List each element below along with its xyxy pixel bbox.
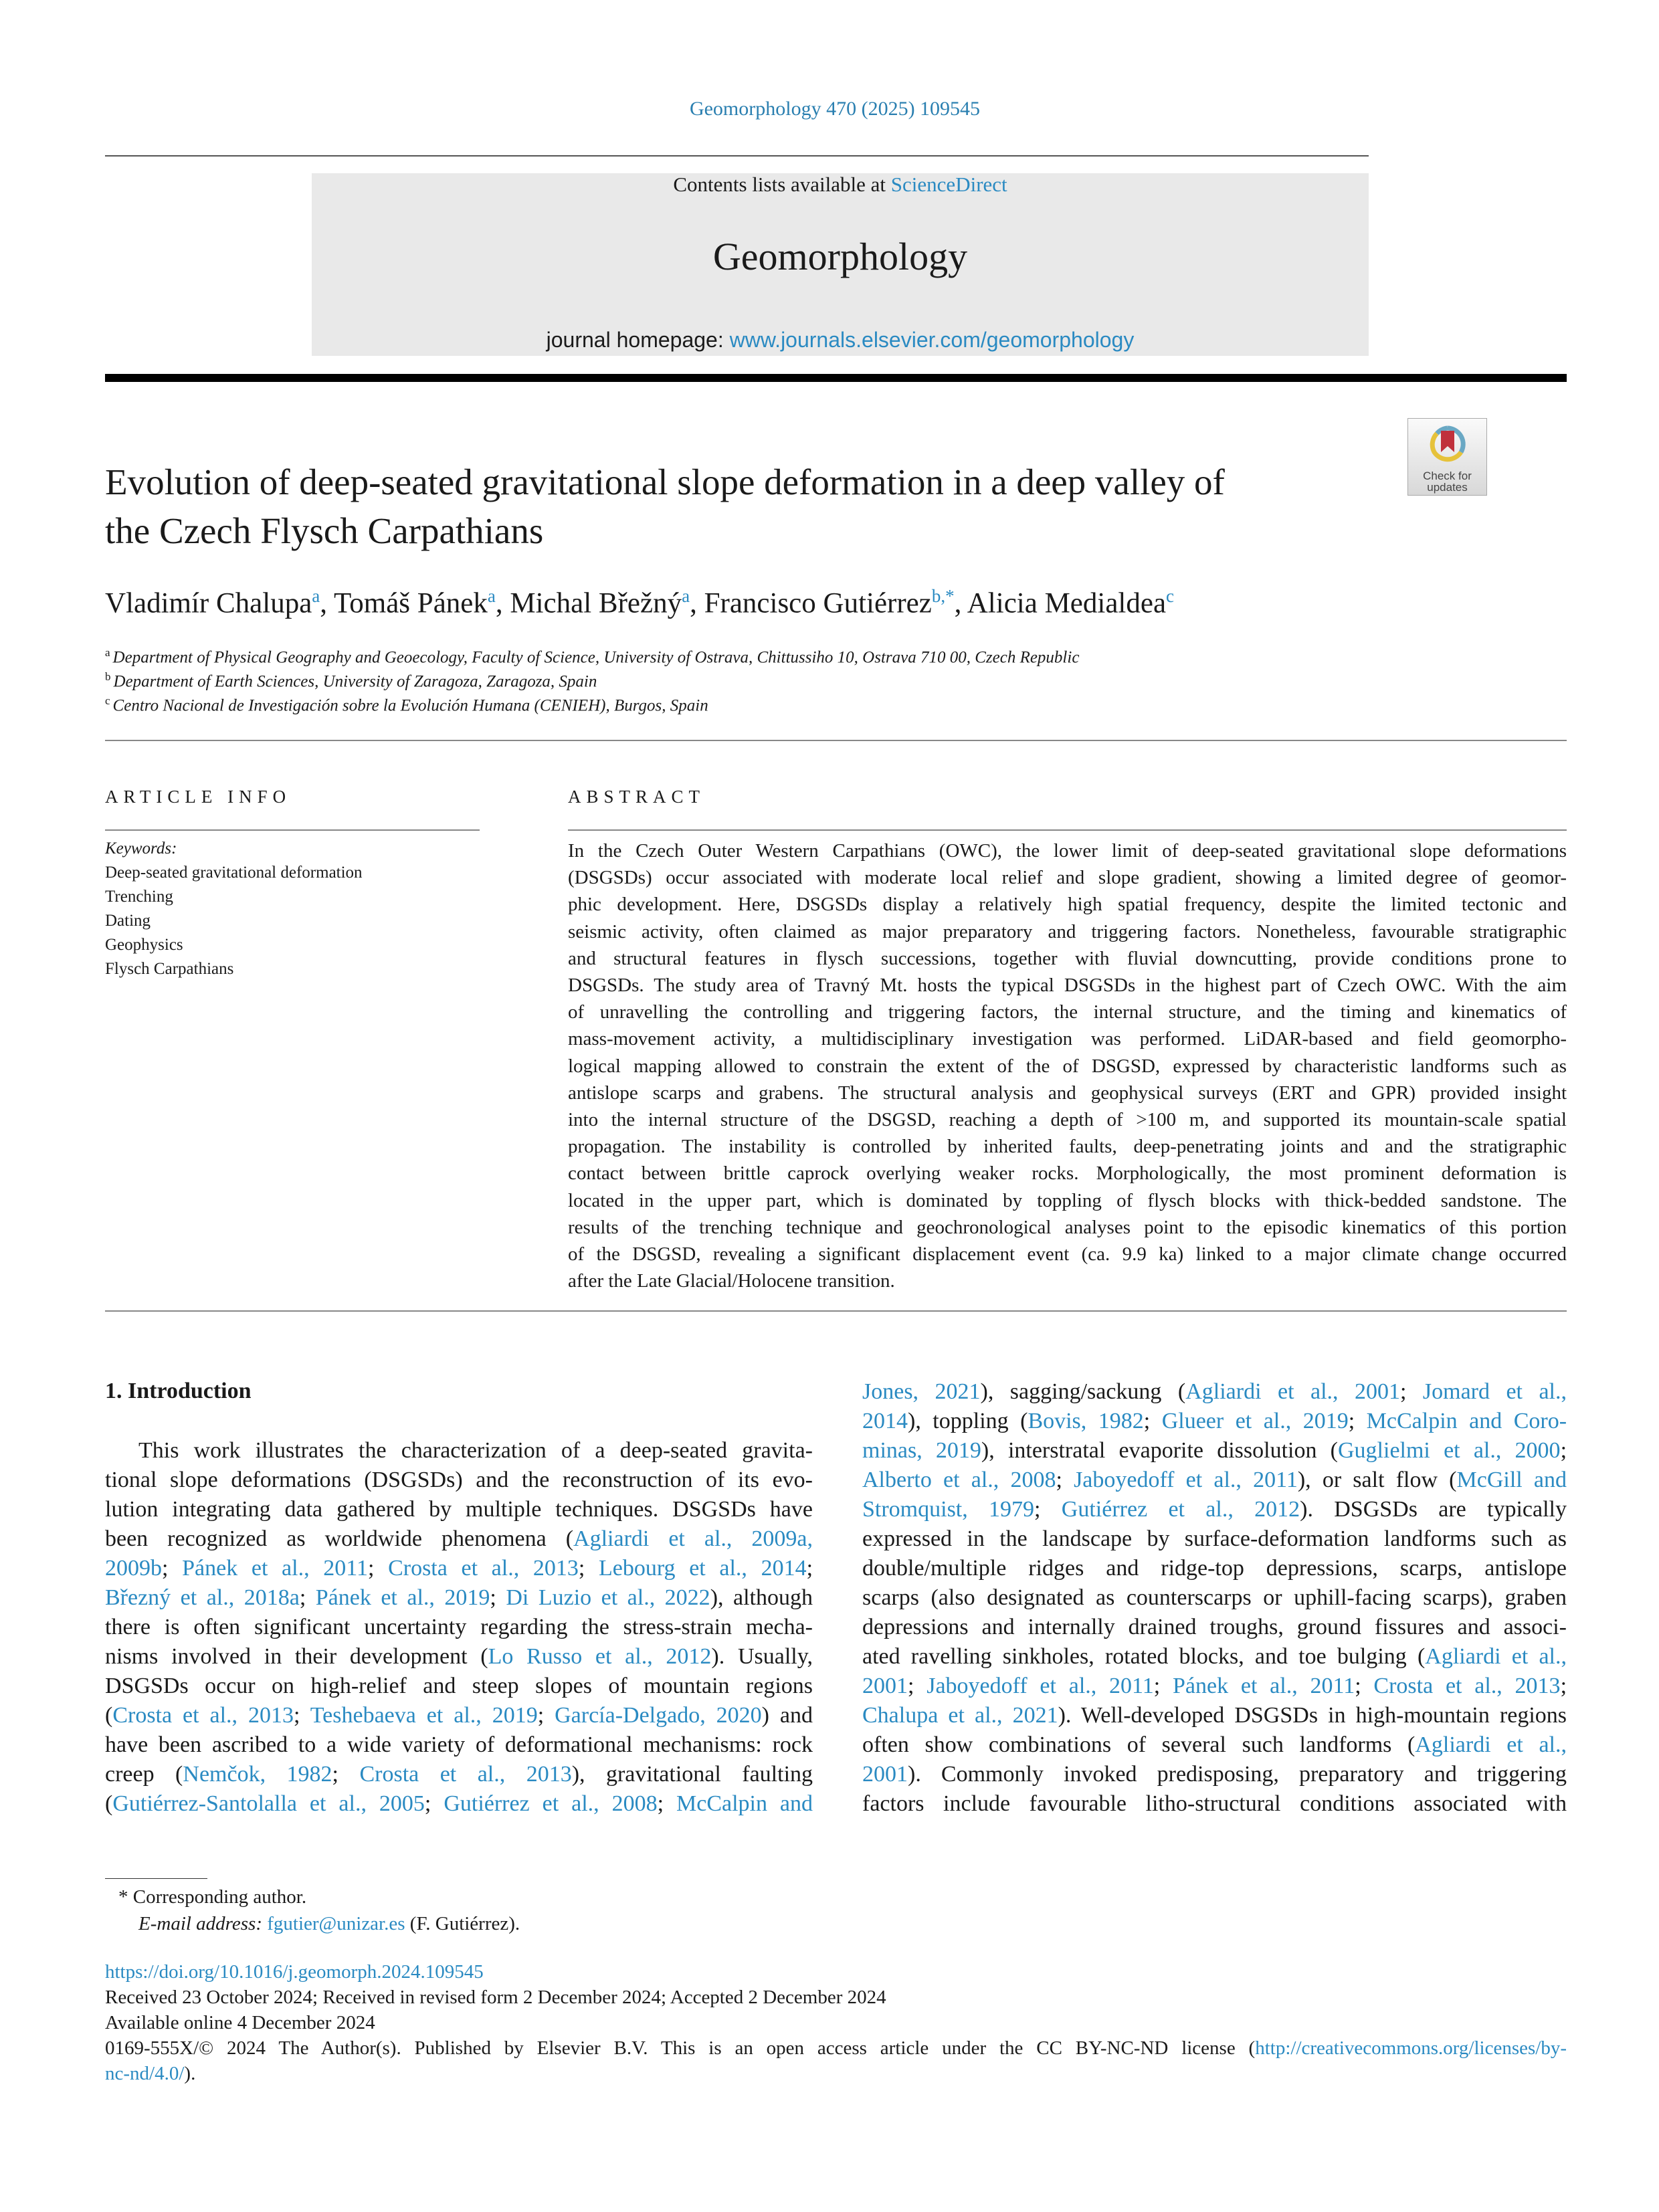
text-run: ; [1560,1438,1567,1463]
citation-link[interactable]: minas, 2019 [862,1438,981,1463]
affiliation-link[interactable]: b,* [931,586,955,606]
text-run: ; [1153,1674,1173,1698]
text-line [568,867,1567,889]
separator: , [495,587,510,619]
section-rule [105,1310,1567,1312]
citation-link[interactable]: Glueer et al., 2019 [1161,1409,1349,1433]
text-line [105,2063,1567,2085]
text-run: factors include favourable litho-structural conditions associated with [862,1791,1567,1816]
text-run: DSGSDs occur on high-relief and steep slopes of mountain regions [105,1674,813,1698]
text-run: tional slope deformations (DSGSDs) and the reconstruction of its evo- [105,1468,813,1492]
citation-link[interactable]: Jaboyedoff et al., 2011 [926,1674,1154,1698]
text-run: ated ravelling sinkholes, rotated blocks, and toe bulging ( [862,1644,1426,1669]
text-line [862,1791,1567,1817]
doi-link-text[interactable]: https://doi.org/10.1016/j.geomorph.2024.109545 [105,1961,484,1983]
separator: , [320,587,334,619]
author-name: Tomáš Pánek [334,587,488,619]
citation-link[interactable]: Březný et al., 2018a [105,1585,300,1610]
text-run: of unravelling the controlling and triggering factors, the internal structure, and the timing and kinematics of [568,1001,1567,1023]
corresponding-note [105,1886,306,1908]
text-run: there is often significant uncertainty regarding the stress-strain mecha- [105,1615,813,1639]
sciencedirect-link[interactable]: ScienceDirect [890,173,1007,196]
homepage-line [312,328,1369,353]
affiliation-key: a [105,646,110,659]
text-line [568,1190,1567,1212]
citation-link[interactable]: McGill and [1456,1468,1567,1492]
text-run: ) and [761,1703,813,1728]
text-run: ), sagging/sackung ( [980,1379,1186,1404]
affiliation-key: c [105,694,110,707]
text-run: ; [424,1791,444,1816]
check-updates-label: Check for updates [1423,470,1472,494]
citation-link[interactable]: Gutiérrez et al., 2012 [1061,1497,1300,1522]
text-line [568,894,1567,916]
citation-link[interactable]: McCalpin and Coro- [1366,1409,1567,1433]
text-run: ; [162,1556,183,1581]
text-run: ; [1056,1468,1074,1492]
citation-link[interactable]: Crosta et al., 2013 [1373,1674,1561,1698]
citation-link[interactable]: Jones, 2021 [862,1379,981,1404]
section-rule [105,740,1567,741]
text-line [568,1109,1567,1131]
citation-link[interactable]: Teshebaeva et al., 2019 [310,1703,538,1728]
separator: , [690,587,704,619]
text-line [105,1438,813,1464]
article-info-heading: ARTICLE INFO [105,787,292,807]
affiliation-a [105,646,1079,667]
text-run: have been ascribed to a wide variety of deformational mechanisms: rock [105,1732,813,1757]
citation-link[interactable]: Gutiérrez-Santolalla et al., 2005 [112,1791,425,1816]
text-line [105,1732,813,1758]
text-line [862,1762,1567,1787]
text-run: ). Commonly invoked predisposing, preparatory and triggering [908,1762,1567,1787]
citation-link[interactable]: Jomard et al., [1422,1379,1567,1404]
text-line [568,1270,1567,1292]
title-line: the Czech Flysch Carpathians [105,510,544,551]
text-line [862,1409,1567,1434]
text-run: results of the trenching technique and geochronological analyses point to the episodic kinematics of this portion [568,1216,1567,1238]
header-bar [105,374,1567,382]
keyword: Deep-seated gravitational deformation [105,864,363,882]
text-run: ; [1143,1409,1162,1433]
text-run: (DSGSDs) occur associated with moderate local relief and slope gradient, showing a limited degree of geomor- [568,867,1567,889]
text-line [862,1468,1567,1493]
citation-link[interactable]: Pánek et al., 2011 [1173,1674,1355,1698]
text-run: double/multiple ridges and ridge-top depressions, scarps, antislope [862,1556,1567,1581]
citation-link[interactable]: Gutiérrez et al., 2008 [444,1791,658,1816]
header-rule [105,155,1369,157]
text-run: ( [105,1703,113,1728]
affiliation-link[interactable]: c [1166,586,1175,606]
text-run: been recognized as worldwide phenomena ( [105,1526,574,1551]
citation-link[interactable]: Crosta et al., 2013 [359,1762,572,1787]
text-run: In the Czech Outer Western Carpathians (OWC), the lower limit of deep-seated gravitational slope deformations [568,840,1567,862]
citation-link[interactable]: Crosta et al., 2013 [388,1556,579,1581]
citation-link[interactable]: Lo Russo et al., 2012 [488,1644,712,1669]
corresponding-label: * Corresponding author. [118,1886,307,1908]
keywords-label: Keywords: [105,839,177,858]
citation-link[interactable]: Stromquist, 1979 [862,1497,1035,1522]
doi-link[interactable] [105,1961,484,1983]
text-line [105,1556,813,1581]
text-line [105,2037,1567,2059]
citation-link[interactable]: Crosta et al., 2013 [112,1703,294,1728]
text-line [105,1497,813,1522]
homepage-link[interactable]: www.journals.elsevier.com/geomorphology [729,328,1135,352]
text-line [105,1762,813,1787]
text-run: of the DSGSD, revealing a significant displacement event (ca. 9.9 ka) linked to a major climate change occurred [568,1243,1567,1265]
text-run: phic development. Here, DSGSDs display a relatively high spatial frequency, despite the limited tectonic and [568,894,1567,916]
citation-link[interactable]: 2009b [105,1556,162,1581]
text-run: seismic activity, often claimed as major preparatory and triggering factors. Nonetheless, favourable stratigraphic [568,920,1567,942]
author-name: Michal Břežný [510,587,682,619]
citation-link[interactable]: 2001 [862,1762,908,1787]
text-run: DSGSDs. The study area of Travný Mt. hosts the typical DSGSDs in the highest part of Czech OWC. With the aim [568,975,1567,996]
text-line [862,1615,1567,1640]
citation-link[interactable]: Nemčok, 1982 [183,1762,332,1787]
text-line [862,1585,1567,1611]
citation-link[interactable]: Bovis, 1982 [1028,1409,1144,1433]
affiliation-text: Department of Physical Geography and Geoecology, Faculty of Science, University of Ostrava, Chittussiho 10, Ostrava 710 00, Czech Republic [112,648,1080,667]
citation-link[interactable]: Lebourg et al., 2014 [598,1556,807,1581]
text-line [568,1082,1567,1104]
text-line [862,1526,1567,1552]
text-line [105,1791,813,1817]
text-run: after the Late Glacial/Holocene transition. [568,1270,895,1292]
text-run: ). Well-developed DSGSDs in high-mountain regions [1058,1703,1567,1728]
keyword: Trenching [105,888,173,906]
text-line [862,1674,1567,1699]
citation-link[interactable]: Agliardi et al., 2009a, [573,1526,813,1551]
citation-link[interactable]: Di Luzio et al., 2022 [506,1585,710,1610]
text-line [568,840,1567,862]
author-name: Francisco Gutiérrez [704,587,932,619]
text-line [105,1526,813,1552]
text-run: ). Usually, [711,1644,813,1669]
text-run: ). DSGSDs are typically [1300,1497,1567,1522]
text-line [105,1674,813,1699]
text-run: ), gravitational faulting [571,1762,813,1787]
citation-link[interactable]: Agliardi et al., 2001 [1185,1379,1400,1404]
citation-link[interactable]: 2001 [862,1674,908,1698]
citation-link[interactable]: Jaboyedoff et al., 2011 [1074,1468,1298,1492]
citation-link[interactable]: Chalupa et al., 2021 [862,1703,1058,1728]
citation-link[interactable]: Agliardi et al., [1415,1732,1567,1757]
separator: , [954,587,967,619]
text-line [862,1379,1567,1405]
text-run: mass-movement activity, a multidisciplinary investigation was performed. LiDAR-based and field geomorpho- [568,1028,1567,1050]
text-run: ; [490,1585,506,1610]
text-run: ( [105,1791,113,1816]
text-run: ; [332,1762,360,1787]
author-list [105,586,1174,619]
text-run: ), or salt flow ( [1297,1468,1457,1492]
text-line [568,1243,1567,1266]
affiliation-b [105,670,597,691]
affiliation-link[interactable]: a [487,586,496,606]
text-run: often show combinations of several such landforms ( [862,1732,1416,1757]
text-run: expressed in the landscape by surface-deformation landforms such as [862,1526,1567,1551]
text-line [568,975,1567,997]
affiliation-link[interactable]: a [682,586,690,606]
text-run: ; [1355,1674,1374,1698]
email-label: E-mail address: [138,1913,268,1934]
section-heading: 1. Introduction [105,1379,252,1403]
citation-link[interactable]: 2014 [862,1409,908,1433]
citation-link[interactable]: Guglielmi et al., 2000 [1338,1438,1561,1463]
article-title [105,458,1376,555]
affiliation-text: Centro Nacional de Investigación sobre la Evolución Humana (CENIEH), Burgos, Spain [112,696,708,715]
citation-link[interactable]: Agliardi et al., [1425,1644,1567,1669]
text-run: ; [1034,1497,1062,1522]
text-line [105,1644,813,1670]
text-run: ). [184,2063,196,2084]
footnote-rule [105,1878,207,1879]
check-for-updates-button[interactable] [1407,418,1487,496]
text-run: logical mapping allowed to constrain the extent of the of DSGSD, expressed by characteristic landforms such as [568,1055,1567,1077]
available-online: Available online 4 December 2024 [105,2012,375,2033]
text-run: into the internal structure of the DSGSD, reaching a depth of >100 m, and supported its mountain-scale spatial [568,1109,1567,1130]
keyword: Geophysics [105,936,183,954]
text-run: ; [1348,1409,1367,1433]
text-run: This work illustrates the characterization of a deep-seated gravita- [138,1438,813,1463]
text-run: antislope scarps and grabens. The structural analysis and geophysical surveys (ERT and GPR) provided insight [568,1082,1567,1104]
text-line [568,1028,1567,1050]
text-run: nisms involved in their development ( [105,1644,488,1669]
abstract-rule [568,829,1567,831]
text-line [105,1468,813,1493]
info-rule [105,829,480,831]
keyword: Dating [105,912,151,930]
text-line [568,1001,1567,1023]
citation-link[interactable]: Alberto et al., 2008 [862,1468,1056,1492]
text-line [862,1497,1567,1522]
text-run: depressions and internally drained troughs, ground fissures and associ- [862,1615,1567,1639]
keyword: Flysch Carpathians [105,960,234,978]
received-dates: Received 23 October 2024; Received in revised form 2 December 2024; Accepted 2 December 2024 [105,1987,886,2008]
text-run: propagation. The instability is controlled by inherited faults, deep-penetrating joints and and the stratigraphic [568,1136,1567,1158]
text-run: 0169-555X/© 2024 The Author(s). Published by Elsevier B.V. This is an open access article under the CC BY-NC-ND license ( [105,2037,1256,2059]
abstract-heading: ABSTRACT [568,787,706,807]
citation-link[interactable]: García-Delgado, 2020 [555,1703,762,1728]
text-line [568,1055,1567,1078]
text-line [105,1615,813,1640]
text-line [568,921,1567,943]
affiliation-key: b [105,670,111,683]
citation-link[interactable]: Pánek et al., 2011 [182,1556,368,1581]
text-run: ; [578,1556,599,1581]
text-line [862,1703,1567,1728]
text-line [862,1732,1567,1758]
bookmark-ribbon-icon [1428,424,1468,464]
affiliation-text: Department of Earth Sciences, University of Zaragoza, Zaragoza, Spain [113,672,597,691]
citation-link[interactable]: Pánek et al., 2019 [315,1585,490,1610]
text-run: located in the upper part, which is dominated by toppling of flysch blocks with thick-bedded sandstone. The [568,1189,1567,1211]
text-line [862,1438,1567,1464]
text-line [105,1703,813,1728]
email-line [138,1913,520,1935]
text-run: contact between brittle caprock overlying weaker rocks. Morphologically, the most prominent deformation is [568,1163,1567,1185]
text-line [568,1136,1567,1158]
email-suffix: (F. Gutiérrez). [405,1913,520,1934]
affiliation-link[interactable]: a [312,586,320,606]
journal-title: Geomorphology [712,235,968,278]
citation-link[interactable]: McCalpin and [676,1791,813,1816]
text-line [862,1556,1567,1581]
text-run: ; [293,1703,310,1728]
text-run: ; [657,1791,676,1816]
text-run: ), although [710,1585,813,1610]
homepage-label: journal homepage: [546,328,730,352]
text-run: ; [1399,1379,1423,1404]
citation-link[interactable]: http://creativecommons.org/licenses/by- [1255,2037,1567,2059]
text-line [568,948,1567,970]
text-run: creep ( [105,1762,183,1787]
text-line [568,1217,1567,1239]
text-line [105,1585,813,1611]
text-run: ; [1560,1674,1567,1698]
text-run: ; [299,1585,316,1610]
affiliation-c [105,694,708,715]
text-run: lution integrating data gathered by multiple techniques. DSGSDs have [105,1497,813,1522]
text-line [862,1644,1567,1670]
text-run: ; [367,1556,389,1581]
author-name: Vladimír Chalupa [105,587,312,619]
author-name: Alicia Medialdea [967,587,1167,619]
text-run: ; [908,1674,927,1698]
contents-label: Contents lists available at [673,173,891,196]
text-run: ), interstratal evaporite dissolution ( [981,1438,1338,1463]
text-run: ; [806,1556,813,1581]
text-run: ; [537,1703,555,1728]
contents-line [312,173,1369,197]
text-run: ), toppling ( [908,1409,1028,1433]
email-link[interactable]: fgutier@unizar.es [267,1913,405,1934]
citation-link[interactable]: nc-nd/4.0/ [105,2063,185,2084]
text-line [568,1163,1567,1185]
text-run: and structural features in flysch successions, together with fluvial downcutting, provide conditions prone to [568,947,1567,969]
title-line: Evolution of deep-seated gravitational slope deformation in a deep valley of [105,462,1225,502]
text-run: scarps (also designated as counterscarps or uphill-facing scarps), graben [862,1585,1567,1610]
journal-citation-link[interactable]: Geomorphology 470 (2025) 109545 [689,98,981,120]
